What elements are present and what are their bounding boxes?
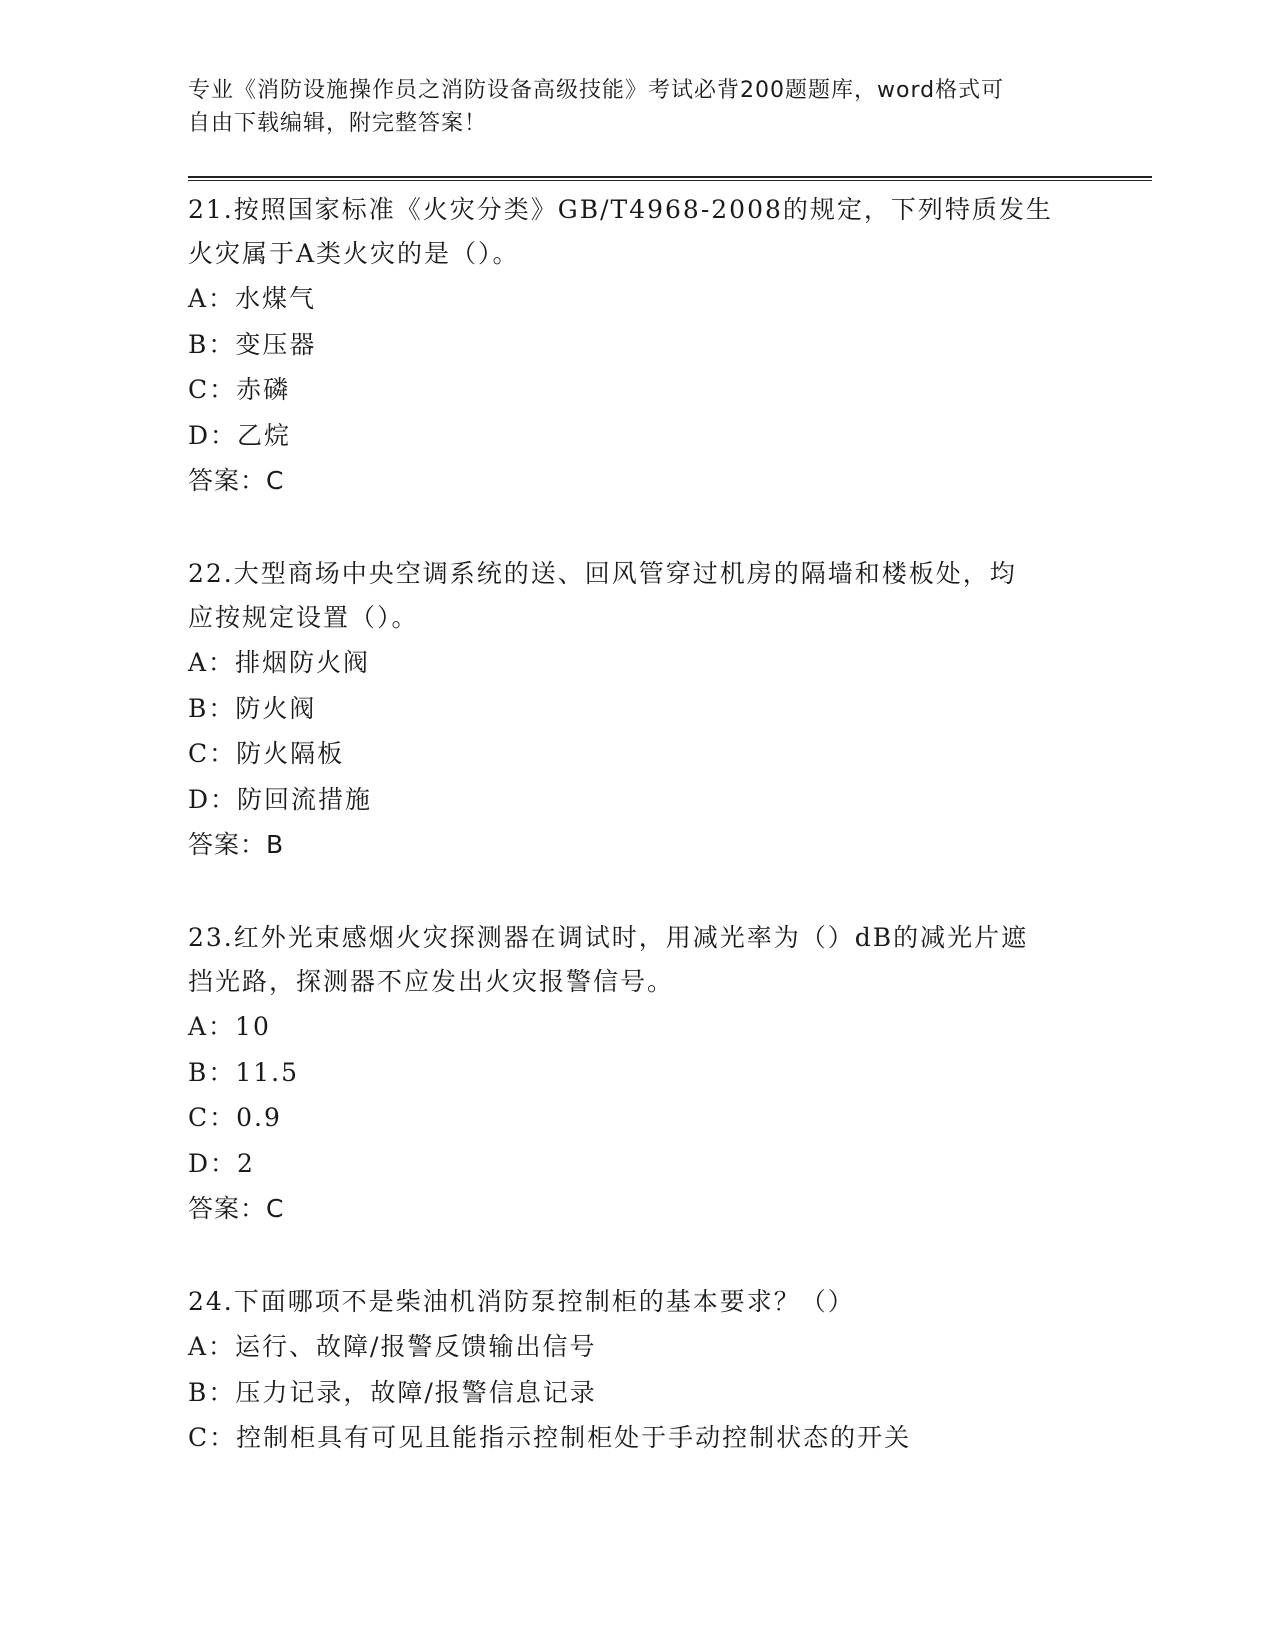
question-stem: 21.按照国家标准《火灾分类》GB/T4968-2008的规定，下列特质发生	[188, 195, 1053, 224]
answer: 答案：C	[188, 1194, 285, 1223]
header-line: 自由下载编辑，附完整答案！	[188, 111, 488, 136]
option-b: B：压力记录，故障/报警信息记录	[188, 1377, 597, 1407]
option-d: D：防回流措施	[188, 784, 373, 814]
option-b: B：变压器	[188, 329, 317, 359]
option-b: B：11.5	[188, 1057, 300, 1087]
option-a: A：运行、故障/报警反馈输出信号	[188, 1332, 597, 1361]
question-stem: 23.红外光束感烟火灾探测器在调试时，用减光率为（）dB的减光片遮	[188, 923, 1029, 952]
question-23	[188, 916, 1088, 1231]
option-c: C：防火隔板	[188, 739, 345, 768]
question-22	[188, 552, 1088, 867]
option-a: A：10	[188, 1012, 271, 1041]
question-stem: 挡光路，探测器不应发出火灾报警信号。	[188, 967, 675, 996]
option-d: D：2	[188, 1148, 255, 1178]
answer: 答案：C	[188, 466, 285, 495]
option-c: C：控制柜具有可见且能指示控制柜处于手动控制状态的开关	[188, 1423, 912, 1452]
question-stem: 24.下面哪项不是柴油机消防泵控制柜的基本要求？（）	[188, 1287, 855, 1316]
option-c: C：0.9	[188, 1103, 282, 1132]
question-24	[188, 1280, 1088, 1461]
header-divider	[188, 176, 1152, 181]
document-header	[188, 74, 1068, 140]
header-line: 专业《消防设施操作员之消防设备高级技能》考试必背200题题库，word格式可	[188, 78, 1005, 103]
question-stem: 火灾属于A类火灾的是（）。	[188, 239, 520, 268]
option-c: C：赤磷	[188, 375, 291, 404]
question-21	[188, 188, 1088, 503]
option-b: B：防火阀	[188, 693, 317, 723]
question-stem: 22.大型商场中央空调系统的送、回风管穿过机房的隔墙和楼板处，均	[188, 559, 1017, 588]
answer: 答案：B	[188, 830, 285, 859]
question-stem: 应按规定设置（）。	[188, 603, 419, 632]
option-a: A：排烟防火阀	[188, 648, 371, 677]
option-a: A：水煤气	[188, 284, 317, 313]
option-d: D：乙烷	[188, 420, 292, 450]
